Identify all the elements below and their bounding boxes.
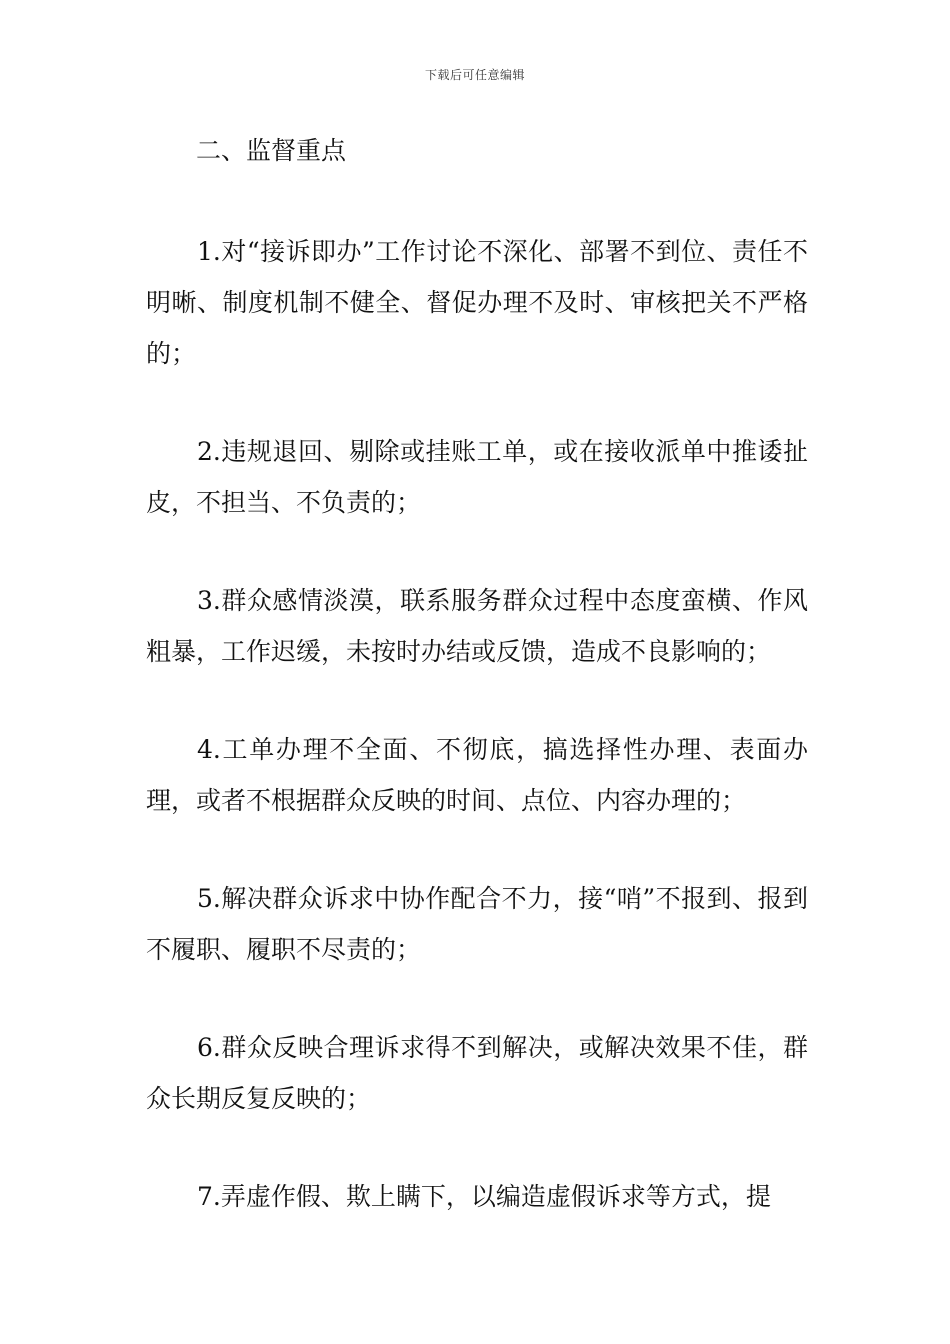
list-item: 6.群众反映合理诉求得不到解决，或解决效果不佳，群众长期反复反映的；: [146, 1033, 808, 1113]
document-body: [146, 126, 808, 1269]
header-note: 下载后可任意编辑: [424, 68, 525, 82]
list-item: 7.弄虚作假、欺上瞒下，以编造虚假诉求等方式，提: [197, 1182, 771, 1211]
list-item: 3.群众感情淡漠，联系服务群众过程中态度蛮横、作风粗暴，工作迟缓，未按时办结或反馈，造成不良影响的；: [146, 586, 808, 666]
section-title: 二、监督重点: [196, 136, 347, 165]
list-item: 5.解决群众诉求中协作配合不力，接“哨”不报到、报到不履职、履职不尽责的；: [146, 884, 808, 964]
list-item: 4.工单办理不全面、不彻底，搞选择性办理、表面办理，或者不根据群众反映的时间、点位、内容办理的；: [146, 735, 808, 815]
list-item: 2.违规退回、剔除或挂账工单，或在接收派单中推诿扯皮，不担当、不负责的；: [146, 437, 808, 517]
list-item: 1.对“接诉即办”工作讨论不深化、部署不到位、责任不明晰、制度机制不健全、督促办理不及时、审核把关不严格的；: [146, 237, 808, 368]
